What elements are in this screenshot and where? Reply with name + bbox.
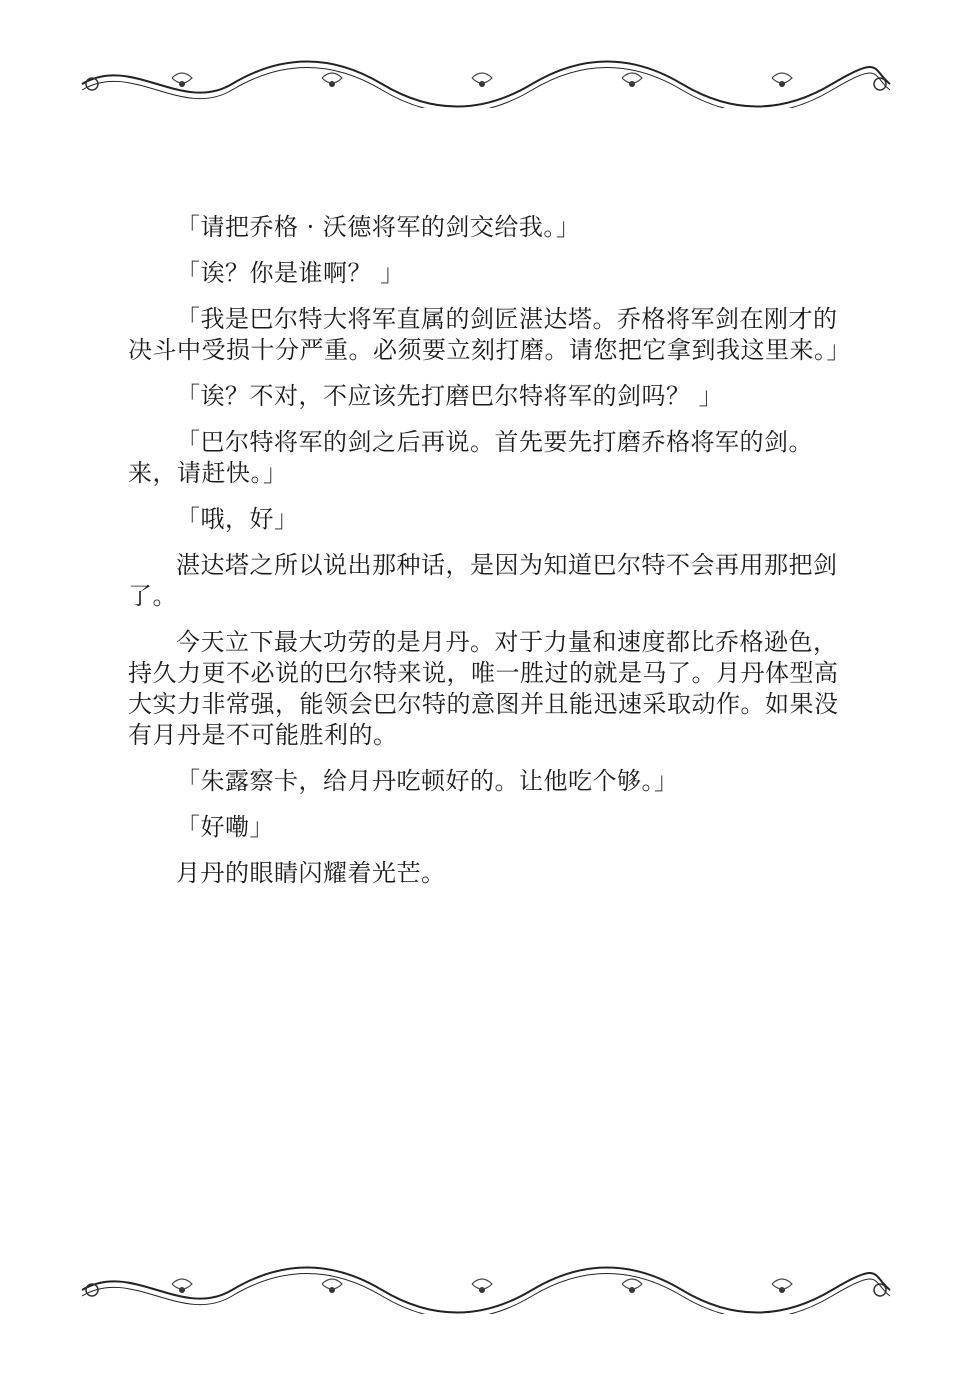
paragraph: 「哦，好」	[176, 505, 299, 533]
ornamental-vine-icon	[72, 1266, 900, 1314]
paragraph: 「诶？你是谁啊？ 」	[176, 259, 405, 287]
bottom-ornamental-border	[72, 1266, 900, 1314]
paragraph: 「好嘞」	[176, 813, 274, 841]
paragraph: 「我是巴尔特大将军直属的剑匠湛达塔。乔格将军剑在刚才的决斗中受损十分严重。必须要立刻打磨。请您把它拿到我这里来。」	[128, 305, 851, 364]
paragraph: 「巴尔特将军的剑之后再说。首先要先打磨乔格将军的剑。来，请赶快。」	[128, 428, 813, 487]
paragraph: 「朱露察卡，给月丹吃顿好的。让他吃个够。」	[176, 767, 679, 795]
paragraph: 「诶？不对，不应该先打磨巴尔特将军的剑吗？ 」	[176, 382, 724, 410]
page-body	[128, 212, 851, 904]
paragraph: 今天立下最大功劳的是月丹。对于力量和速度都比乔格逊色，持久力更不必说的巴尔特来说，唯一胜过的就是马了。月丹体型高大实力非常强，能领会巴尔特的意图并且能迅速采取动作。如果没有月丹是不可能胜利的。	[128, 628, 839, 749]
paragraph: 湛达塔之所以说出那种话，是因为知道巴尔特不会再用那把剑了。	[128, 551, 838, 610]
top-ornamental-border	[72, 60, 900, 108]
ornamental-vine-icon	[72, 60, 900, 108]
paragraph: 月丹的眼睛闪耀着光芒。	[176, 859, 446, 887]
paragraph: 「请把乔格 · 沃德将军的剑交给我。」	[176, 213, 581, 241]
